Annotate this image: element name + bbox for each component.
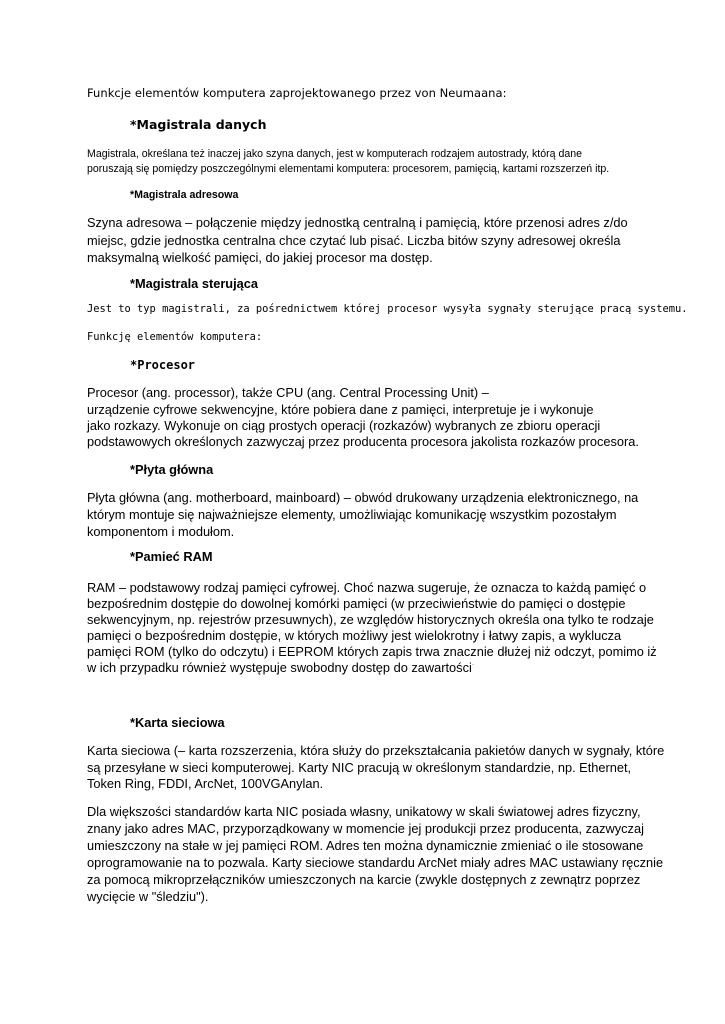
paragraph-line: Dla większości standardów karta NIC posiada własny, unikatowy w skali światowej adres fizyczny,: [87, 804, 641, 819]
paragraph-line: pamięci ROM (tylko do odczytu) i EEPROM których zapis trwa znacznie dłużej niż odczyt, pomimo iż: [87, 644, 657, 659]
paragraph-line: wycięcie w "śledziu").: [87, 889, 209, 904]
heading-magistrala-adresowa: *Magistrala adresowa: [130, 189, 239, 201]
paragraph-line: Płyta główna (ang. motherboard, mainboard) – obwód drukowany urządzenia elektronicznego, na: [87, 490, 639, 505]
paragraph-line: urządzenie cyfrowe sekwencyjne, które pobiera dane z pamięci, interpretuje je i wykonuje: [87, 402, 594, 417]
paragraph-line: znany jako adres MAC, przyporządkowany w momencie jej produkcji przez producenta, zazwyczaj: [87, 821, 644, 836]
heading-magistrala-danych: *Magistrala danych: [130, 117, 267, 132]
paragraph-line: maksymalną wielkość pamięci, do jakiej procesor ma dostęp.: [87, 250, 433, 265]
heading-karta-sieciowa: *Karta sieciowa: [130, 715, 225, 730]
paragraph-line: jako rozkazy. Wykonuje on ciąg prostych operacji (rozkazów) wybranych ze zbioru operacji: [87, 418, 601, 433]
heading-plyta-glowna: *Płyta główna: [130, 462, 214, 477]
heading-procesor: *Procesor: [130, 358, 196, 372]
paragraph-line: są przesyłane w sieci komputerowej. Karty NIC pracują w określonym standardzie, np. Ethernet,: [87, 760, 632, 775]
paragraph-line: umieszczony na stałe w jej pamięci ROM. Adres ten można dynamicznie zmieniać o ile stosowane: [87, 838, 644, 853]
paragraph-line-text: w ich przypadku również występuje swobodny dostęp do zawartości: [87, 660, 472, 675]
paragraph-line: Token Ring, FDDI, ArcNet, 100VGAnylan.: [87, 776, 324, 791]
paragraph-line: którym montuje się najważniejsze elementy, umożliwiając komunikację wszystkim pozostałym: [87, 507, 617, 522]
paragraph-line: Jest to typ magistrali, za pośrednictwem której procesor wysyła sygnały sterujące pracą systemu.: [87, 303, 688, 315]
paragraph-line: sekwencyjnym, np. rejestrów przesuwnych), ze względów historycznych określa ona tylko te rodzaje: [87, 612, 654, 627]
paragraph-line: komponentom i modułom.: [87, 524, 235, 539]
document-title: Funkcje elementów komputera zaprojektowanego przez von Neumaana:: [87, 86, 507, 100]
paragraph-line: Procesor (ang. processor), także CPU (ang. Central Processing Unit) –: [87, 385, 489, 400]
paragraph-line: oprogramowanie na to pozwala. Karty sieciowe standardu ArcNet miały adres MAC ustawiany ręcznie: [87, 855, 664, 870]
section-heading-funkcje: Funkcję elementów komputera:: [87, 331, 263, 343]
paragraph-line: [87, 660, 474, 675]
paragraph-line: miejsc, gdzie jednostka centralna chce czytać lub pisać. Liczba bitów szyny adresowej określa: [87, 233, 621, 248]
heading-magistrala-sterujaca: *Magistrala sterująca: [130, 276, 259, 291]
paragraph-line: Magistrala, określana też inaczej jako szyna danych, jest w komputerach rodzajem autostrady, którą dane: [87, 148, 583, 160]
paragraph-line: bezpośrednim dostępie do dowolnej komórki pamięci (w przeciwieństwie do pamięci o dostępie: [87, 596, 626, 611]
paragraph-line: poruszają się pomiędzy poszczególnymi elementami komputera: procesorem, pamięcią, kartami rozszerzeń itp.: [87, 163, 610, 175]
paragraph-line: Karta sieciowa (– karta rozszerzenia, która służy do przekształcania pakietów danych w sygnały, które: [87, 743, 665, 758]
paragraph-line: za pomocą mikroprzełączników umieszczonych na karcie (zwykle dostępnych z zewnątrz poprzez: [87, 872, 641, 887]
paragraph-line: Szyna adresowa – połączenie między jednostką centralną i pamięcią, które przenosi adres z/do: [87, 215, 628, 230]
paragraph-line: pamięci o bezpośrednim dostępie, w których możliwy jest wielokrotny i łatwy zapis, a wyklucza: [87, 628, 622, 643]
footnote-mark: ·: [471, 661, 475, 669]
heading-pamiec-ram: *Pamieć RAM: [130, 549, 213, 564]
paragraph-line: podstawowych określonych zazwyczaj przez producenta procesora jakolista rozkazów procesora.: [87, 434, 639, 449]
paragraph-line: RAM – podstawowy rodzaj pamięci cyfrowej. Choć nazwa sugeruje, że oznacza to każdą pamięć o: [87, 580, 647, 595]
